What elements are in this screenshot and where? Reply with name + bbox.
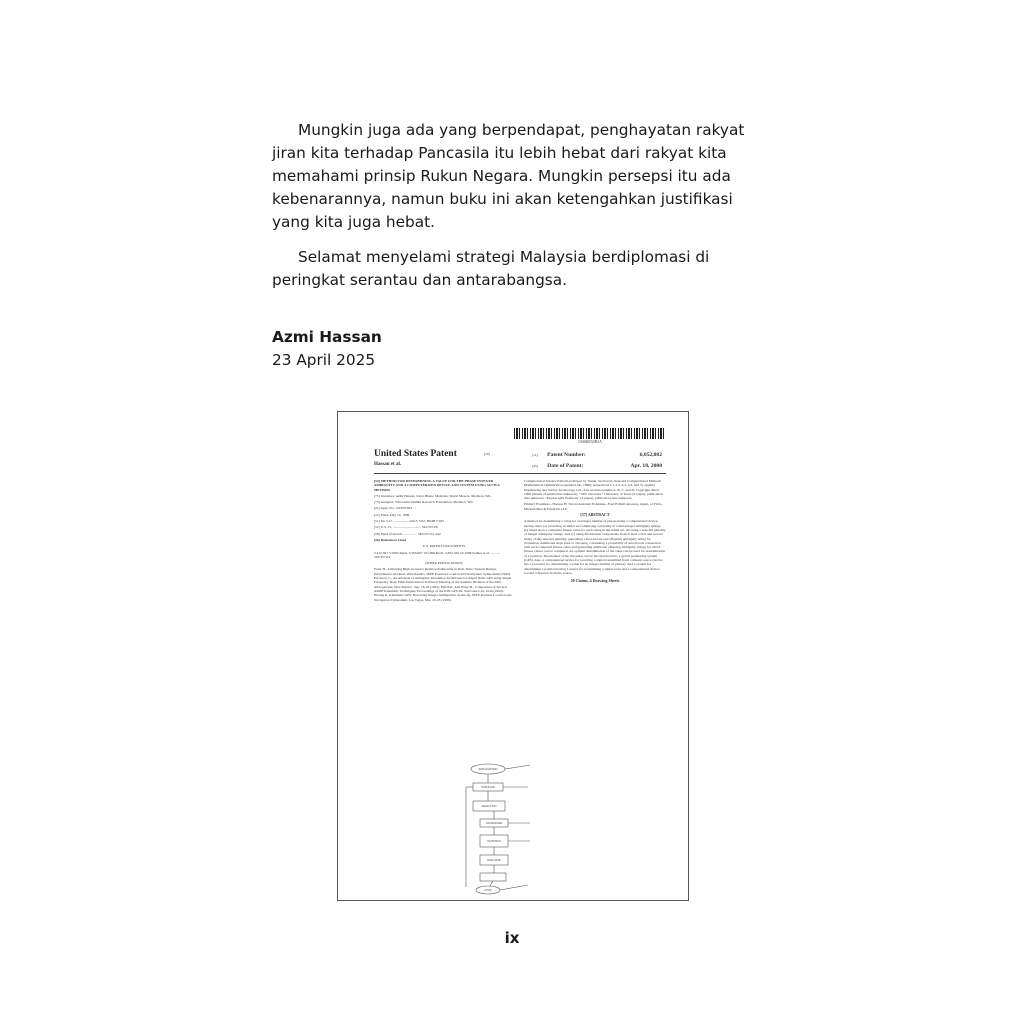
paragraph-2: Selamat menyelami strategi Malaysia berdiplomasi di peringkat serantau dan antarabangsa. xyxy=(272,248,710,289)
signature-date: 23 April 2025 xyxy=(272,351,376,369)
field-22: [22] Filed: May 14, 1998 xyxy=(374,512,410,517)
patent-image xyxy=(337,411,689,901)
barcode xyxy=(514,428,666,439)
patent-inventors: Hassan et al. xyxy=(374,462,402,467)
us-references: 5,412,391 5/1995 Ruch. 5,563,607 10/1996 Ruch. 5,825,326 10/1998 Semler et al. ........... 342/357.04 xyxy=(374,550,501,559)
other-references: Computational Science Education Project by Inside, Section D--Selected Computational Methods Mathematical Optimization (updated Jan. 1996); subsections 1.1-1.3, 4.2, 4.3, and 5). Quality Engineering and Survey Technology Ltd., four sections labeled A, B, C, and D; Copyright dated 1996 (month of publication unknown). "GPS Overview" University of Texas (9 pages), publication date unknown. "Precise GPS Positions" (3 pages), publication date unknown. xyxy=(524,479,663,501)
patent-title-ref: [19] xyxy=(484,452,490,456)
header-divider xyxy=(374,473,666,474)
author-name: Azmi Hassan xyxy=(272,328,382,346)
field-73: [73] Assignee: Wisconsin Alumni Research Foundation, Madison, Wis. xyxy=(374,500,474,505)
patent-date-ref: [45] xyxy=(532,464,538,468)
node-5: MUTATION xyxy=(487,840,501,843)
patent-date-row xyxy=(532,463,662,469)
foreword-text xyxy=(272,119,774,304)
patent-number-row xyxy=(532,452,662,458)
node-4: CROSSOVER xyxy=(485,822,503,825)
field-51: [51] Int. Cl.7 .................. G01S 5/02; H04B 7/185 xyxy=(374,519,444,524)
field-58: [58] Field of Search ................ 342/357.04, 442 xyxy=(374,531,441,536)
node-2: POPULATE xyxy=(481,786,495,789)
examiners: Primary Examiner--Theresa H. Tarcza Assistant Examiner--Fred H Mull Attorney, Agent, or Firm--Michael Best & Friedrich LLP xyxy=(524,502,663,511)
node-3: SELECTION xyxy=(481,805,497,808)
patent-left-column xyxy=(374,479,514,604)
patent-date-value: Apr. 18, 2000 xyxy=(630,463,662,469)
us-docs-heading: U.S. PATENT DOCUMENTS xyxy=(422,544,466,549)
claims-count: 20 Claims, 4 Drawing Sheets xyxy=(570,578,620,584)
page-number: ix xyxy=(504,929,520,947)
field-75: [75] Inventors: Azmi Hassan, Johor Bharu, Malaysia; David Mesera, Madison, Wis. xyxy=(374,493,492,498)
patent-right-column xyxy=(524,479,666,584)
node-1: INITIALIZATION xyxy=(478,768,498,771)
abstract-text: A method for determining a value for an integer number of phases using a computerized device, having steps: (a) providing an initial set comprising a plurality of coded integer ambiguity strings, (b) based upon a computed fitness value for each string in the initial set, choosing a selected plurality of integer ambiguity strings, and, (c) using information components from at least a first and second string of this selected plurality, generating a first and second offspring ambiguity string for evaluation. Additional steps prior to choosing, calculating a probability of selection in connection with each computed fitness value and generating additional offspring ambiguity strings for which fitness values can be computed. An optimal determination of the value can be used for determination of a position. The method of the invention can be incorporated into a global positioning system (GPS). Also, a computerized device for receiving a signal transmitted from a distant source (device has a processor for determining a value for an integer number of phases). And a system for determining a position having a source for transmitting a signal wave and a computerized device, located a distance from the source. xyxy=(524,519,666,575)
field-54: [54] METHOD FOR DETERMINING A VALUE FOR THE PHASE INTEGER AMBIGUITY AND A COMPUTERIZED DEVICE AND SYSTEM USING SUCH A METHOD xyxy=(374,479,500,492)
publications: Euler H., Achieving High Accuracy Relative Positioning in Real-Time: System Design, Performance and Real-Time Results, IEEE Position Location and Navigation Symposium (1994). Erickson, C., An Analysis of Ambiguity Resolution Techniques for Rapid Static GPS using Single Frequency Data, Fifth International Technical Meeting of the Satellite Division of the ION, Albuquerque, New Mexico, Sep. 16-18 (1992). Hatch R. And Euler H., Comparison of Several AROF Kinematic Techniques, Proceedings of the ION GPS-94, Salt Lake City, Utah (1994). Hwang P., Kinematic GPS: Resolving Integer Ambiguities on-the-fly, IEEE Position Location and Navigation Symposium, Las Vegas, Mar. 20-23 (1990). xyxy=(374,567,512,602)
flowchart-diagram xyxy=(458,757,588,897)
patent-title: United States Patent xyxy=(374,449,457,459)
field-21: [21] Appl. No.: 09/079,823 xyxy=(374,506,413,511)
patent-number-label: Patent Number: xyxy=(547,452,586,458)
patent-number-value: 6,052,082 xyxy=(639,452,662,458)
abstract-heading: [57] ABSTRACT xyxy=(580,512,610,518)
patent-number-ref: [11] xyxy=(532,453,538,457)
paragraph-1: Mungkin juga ada yang berpendapat, penghayatan rakyat jiran kita terhadap Pancasila itu lebih hebat dari rakyat kita memahami prinsip Rukun Negara. Mungkin persepsi itu ada kebenarannya, namun buku ini akan ketengahkan justifikasi yang kita juga hebat. xyxy=(272,121,745,231)
signature-block xyxy=(272,326,382,372)
node-7: STOP xyxy=(484,889,492,892)
node-6: EVALUATE xyxy=(487,859,501,862)
field-52: [52] U.S. Cl. ................................ 342/357.06 xyxy=(374,525,438,530)
barcode-number: US006052082A xyxy=(578,440,602,444)
field-56: [56] References Cited xyxy=(374,537,407,542)
patent-date-label: Date of Patent: xyxy=(547,463,584,469)
other-pubs-heading: OTHER PUBLICATIONS xyxy=(425,561,463,566)
